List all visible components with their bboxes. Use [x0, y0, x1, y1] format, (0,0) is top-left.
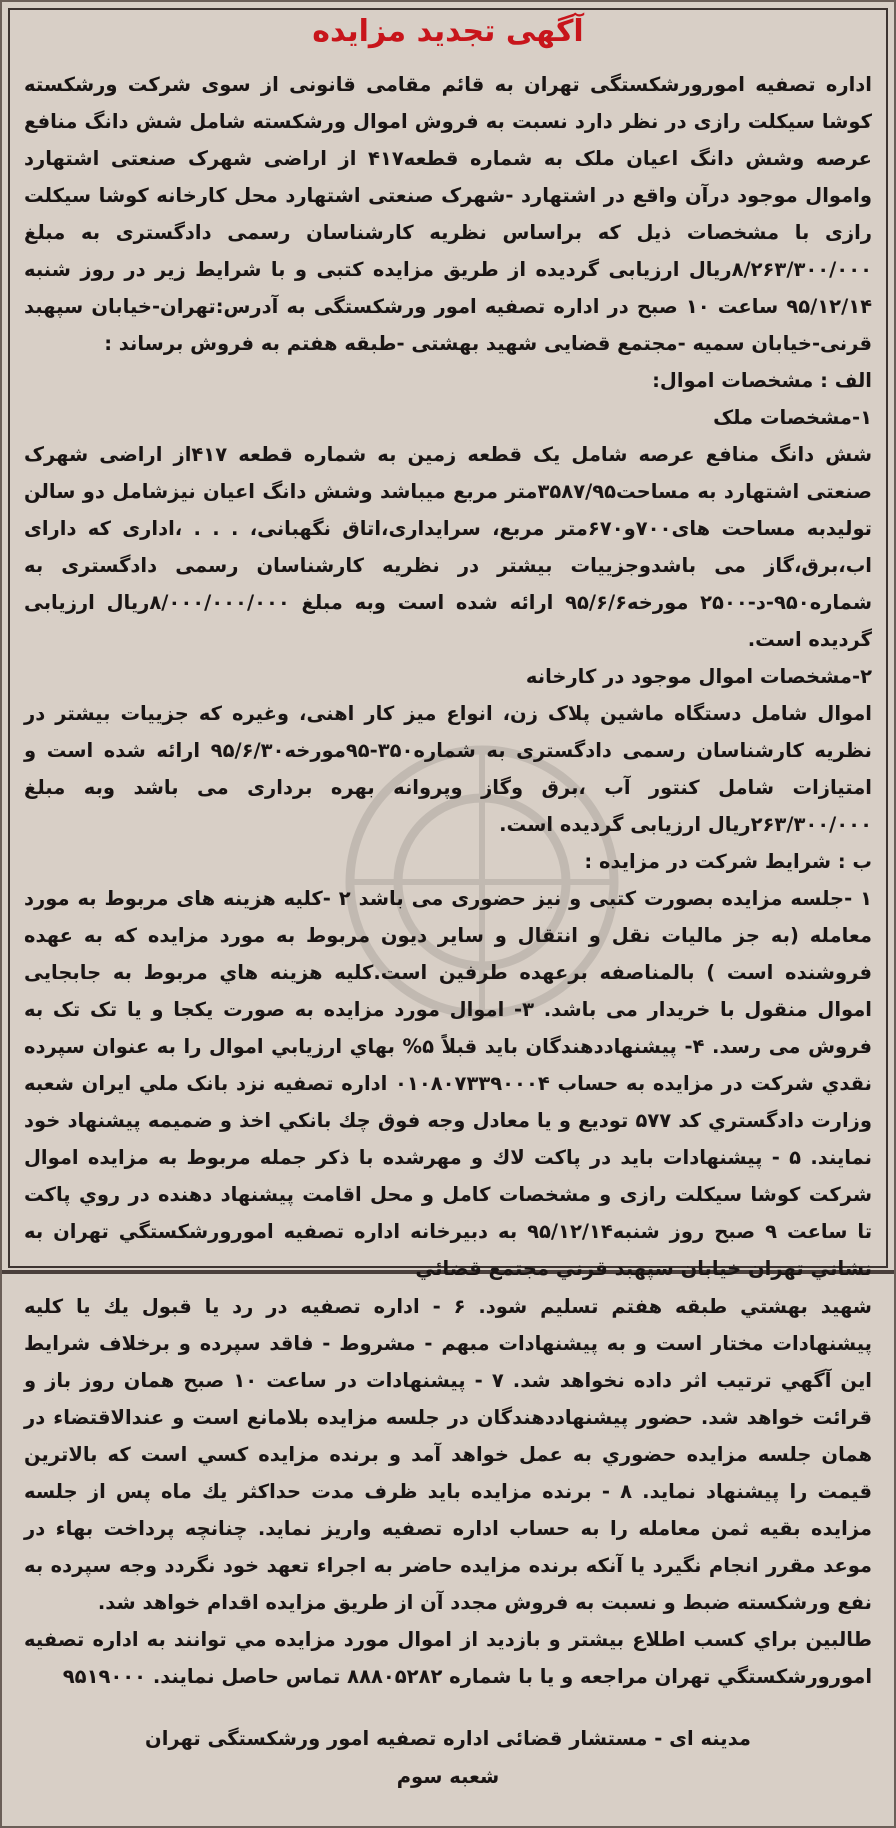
section-b-heading: ب : شرایط شرکت در مزایده : [584, 850, 872, 873]
ad-title: آگهی تجدید مزایده [312, 14, 584, 49]
item2-heading: ۲-مشخصات اموال موجود در کارخانه [525, 665, 872, 688]
item2-text: اموال شامل دستگاه ماشین پلاک زن، انواع میز کار اهنی، وغیره که جزییات بیشتر در نظریه کارشناسان رسمی دادگستری به شماره۳۵۰-۹۵مورخه۹۵/۶/۳۰ ارائه شده است و امتیازات شامل کنتور آب ،برق وگاز وپروانه بهره برداری می باشد وبه مبلغ ۲۶۳/۳۰۰/۰۰۰ریال ارزیابی گردیده است. [24, 702, 872, 836]
contact-paragraph: طالبین براي کسب اطلاع بیشتر و بازدید از اموال مورد مزایده مي توانند به اداره تصفیه امورورشکستگي تهران مراجعه و یا با شماره ۸۸۸۰۵۲۸۲ تماس حاصل نمایند. ۹۵۱۹۰۰۰ [24, 1628, 872, 1688]
conditions-bottom: شهید بهشتي طبقه هفتم تسلیم شود. ۶ - اداره تصفیه در رد یا قبول یك یا کلیه پیشنهادات مختار است و به پیشنهادات مبهم - مشروط - فاقد سپرده و برخلاف شرایط این آگهي ترتیب اثر داده نخواهد شد. ۷ - پیشنهادات در ساعت ۱۰ صبح همان روز باز و قرائت خواهد شد. حضور پیشنهاددهندگان در جلسه مزایده بلامانع است و عندالاقتضاء در همان جلسه مزایده حضوري به عمل خواهد آمد و برنده مزایده کسي است که بالاترین قیمت را پیشنهاد نماید. ۸ - برنده مزایده باید ظرف مدت حداکثر یك ماه پس از جلسه مزایده بقیه ثمن معامله را به حساب اداره تصفیه واریز نماید. چنانچه پرداخت بهاء در موعد مقرر انجام نگیرد یا آنکه برنده مزایده حاضر به اجراء تعهد خود نگردد وجه سپرده به نفع ورشکسته ضبط و نسبت به فروش مجدد آن از طریق مزایده اقدام خواهد شد. [24, 1295, 872, 1614]
ad-body-bottom [24, 1288, 872, 1695]
signature-block [24, 1720, 872, 1796]
signature-line-1: مدینه ای - مستشار قضائی اداره تصفیه امور ورشکستگی تهران [145, 1727, 751, 1750]
conditions-top: ۱ -جلسه مزایده بصورت کتبی و نیز حضوری می باشد ۲ -کلیه هزینه های مربوط به مورد معامله (به جز مالیات نقل و انتقال و سایر دیون مربوط به مورد مزایده که به عهده فروشنده است ) بالمناصفه برعهده طرفین است.کلیه هزینه هاي مربوط به جابجایی اموال منقول با خریدار می باشد. ۳- اموال مورد مزایده به صورت یکجا و یا تک تک به فروش می رسد. ۴- پیشنهاددهندگان باید قبلاً ۵% بهاي ارزیابي اموال را به عنوان سپرده نقدي شرکت در مزایده به حساب ۰۱۰۸۰۷۳۳۹۰۰۰۴ اداره تصفیه نزد بانک ملي ایران شعبه وزارت دادگستري کد ۵۷۷ تودیع و یا معادل وجه فوق چك بانكي اخذ و ضمیمه پیشنهاد خود نمایند. ۵ - پیشنهادات باید در پاکت لاك و مهرشده با ذکر جمله مربوط به مزایده اموال شرکت کوشا سیکلت رازی و مشخصات کامل و محل اقامت پیشنهاد دهنده در روي پاکت تا ساعت ۹ صبح روز شنبه۹۵/۱۲/۱۴ به دبیرخانه اداره تصفیه امورورشکستگي تهران به نشاني تهران خیابان سپهبد قرني مجتمع قضائي [24, 887, 873, 1280]
section-a-heading: الف : مشخصات اموال: [652, 369, 872, 392]
intro-paragraph: اداره تصفیه امورورشکستگی تهران به قائم مقامی قانونی از سوی شرکت ورشکسته کوشا سیکلت رازی در نظر دارد نسبت به فروش اموال ورشکسته شامل شش دانگ منافع عرصه وشش دانگ اعیان ملک به شماره قطعه۴۱۷ از اراضی شهرک صنعتی اشتهارد واموال موجود درآن واقع در اشتهارد -شهرک صنعتی اشتهارد محل کارخانه کوشا سیکلت رازی با مشخصات ذیل که براساس نظریه کارشناسان رسمی دادگستری به مبلغ ۸/۲۶۳/۳۰۰/۰۰۰ریال ارزیابی گردیده از طریق مزایده کتبی و با شرایط زیر در روز شنبه ۹۵/۱۲/۱۴ ساعت ۱۰ صبح در اداره تصفیه امور ورشکستگی به آدرس:تهران-خیابان سپهبد قرنی-خیابان سمیه -مجتمع قضایی شهید بهشتی -طبقه هفتم به فروش برساند : [24, 73, 873, 355]
ad-body-top [24, 66, 872, 1287]
item1-heading: ۱-مشخصات ملک [713, 406, 872, 429]
signature-line-2: شعبه سوم [396, 1765, 500, 1788]
item1-text: شش دانگ منافع عرصه شامل یک قطعه زمین به شماره قطعه ۴۱۷از اراضی شهرک صنعتی اشتهارد به مساحت۳۵۸۷/۹۵متر مربع میباشد وشش دانگ اعیان نیزشامل دو سالن تولیدبه مساحت های۷۰۰و۶۷۰متر مربع، سرایداری،اتاق نگهبانی، . . . ،اداری که دارای اب،برق،گاز می باشدوجزییات بیشتر در نظریه کارشناسان رسمی دادگستری به شماره۹۵۰-د-۲۵۰۰ مورخه۹۵/۶/۶ ارائه شده است وبه مبلغ ۸/۰۰۰/۰۰۰/۰۰۰ریال ارزیابی گردیده است. [24, 443, 873, 651]
